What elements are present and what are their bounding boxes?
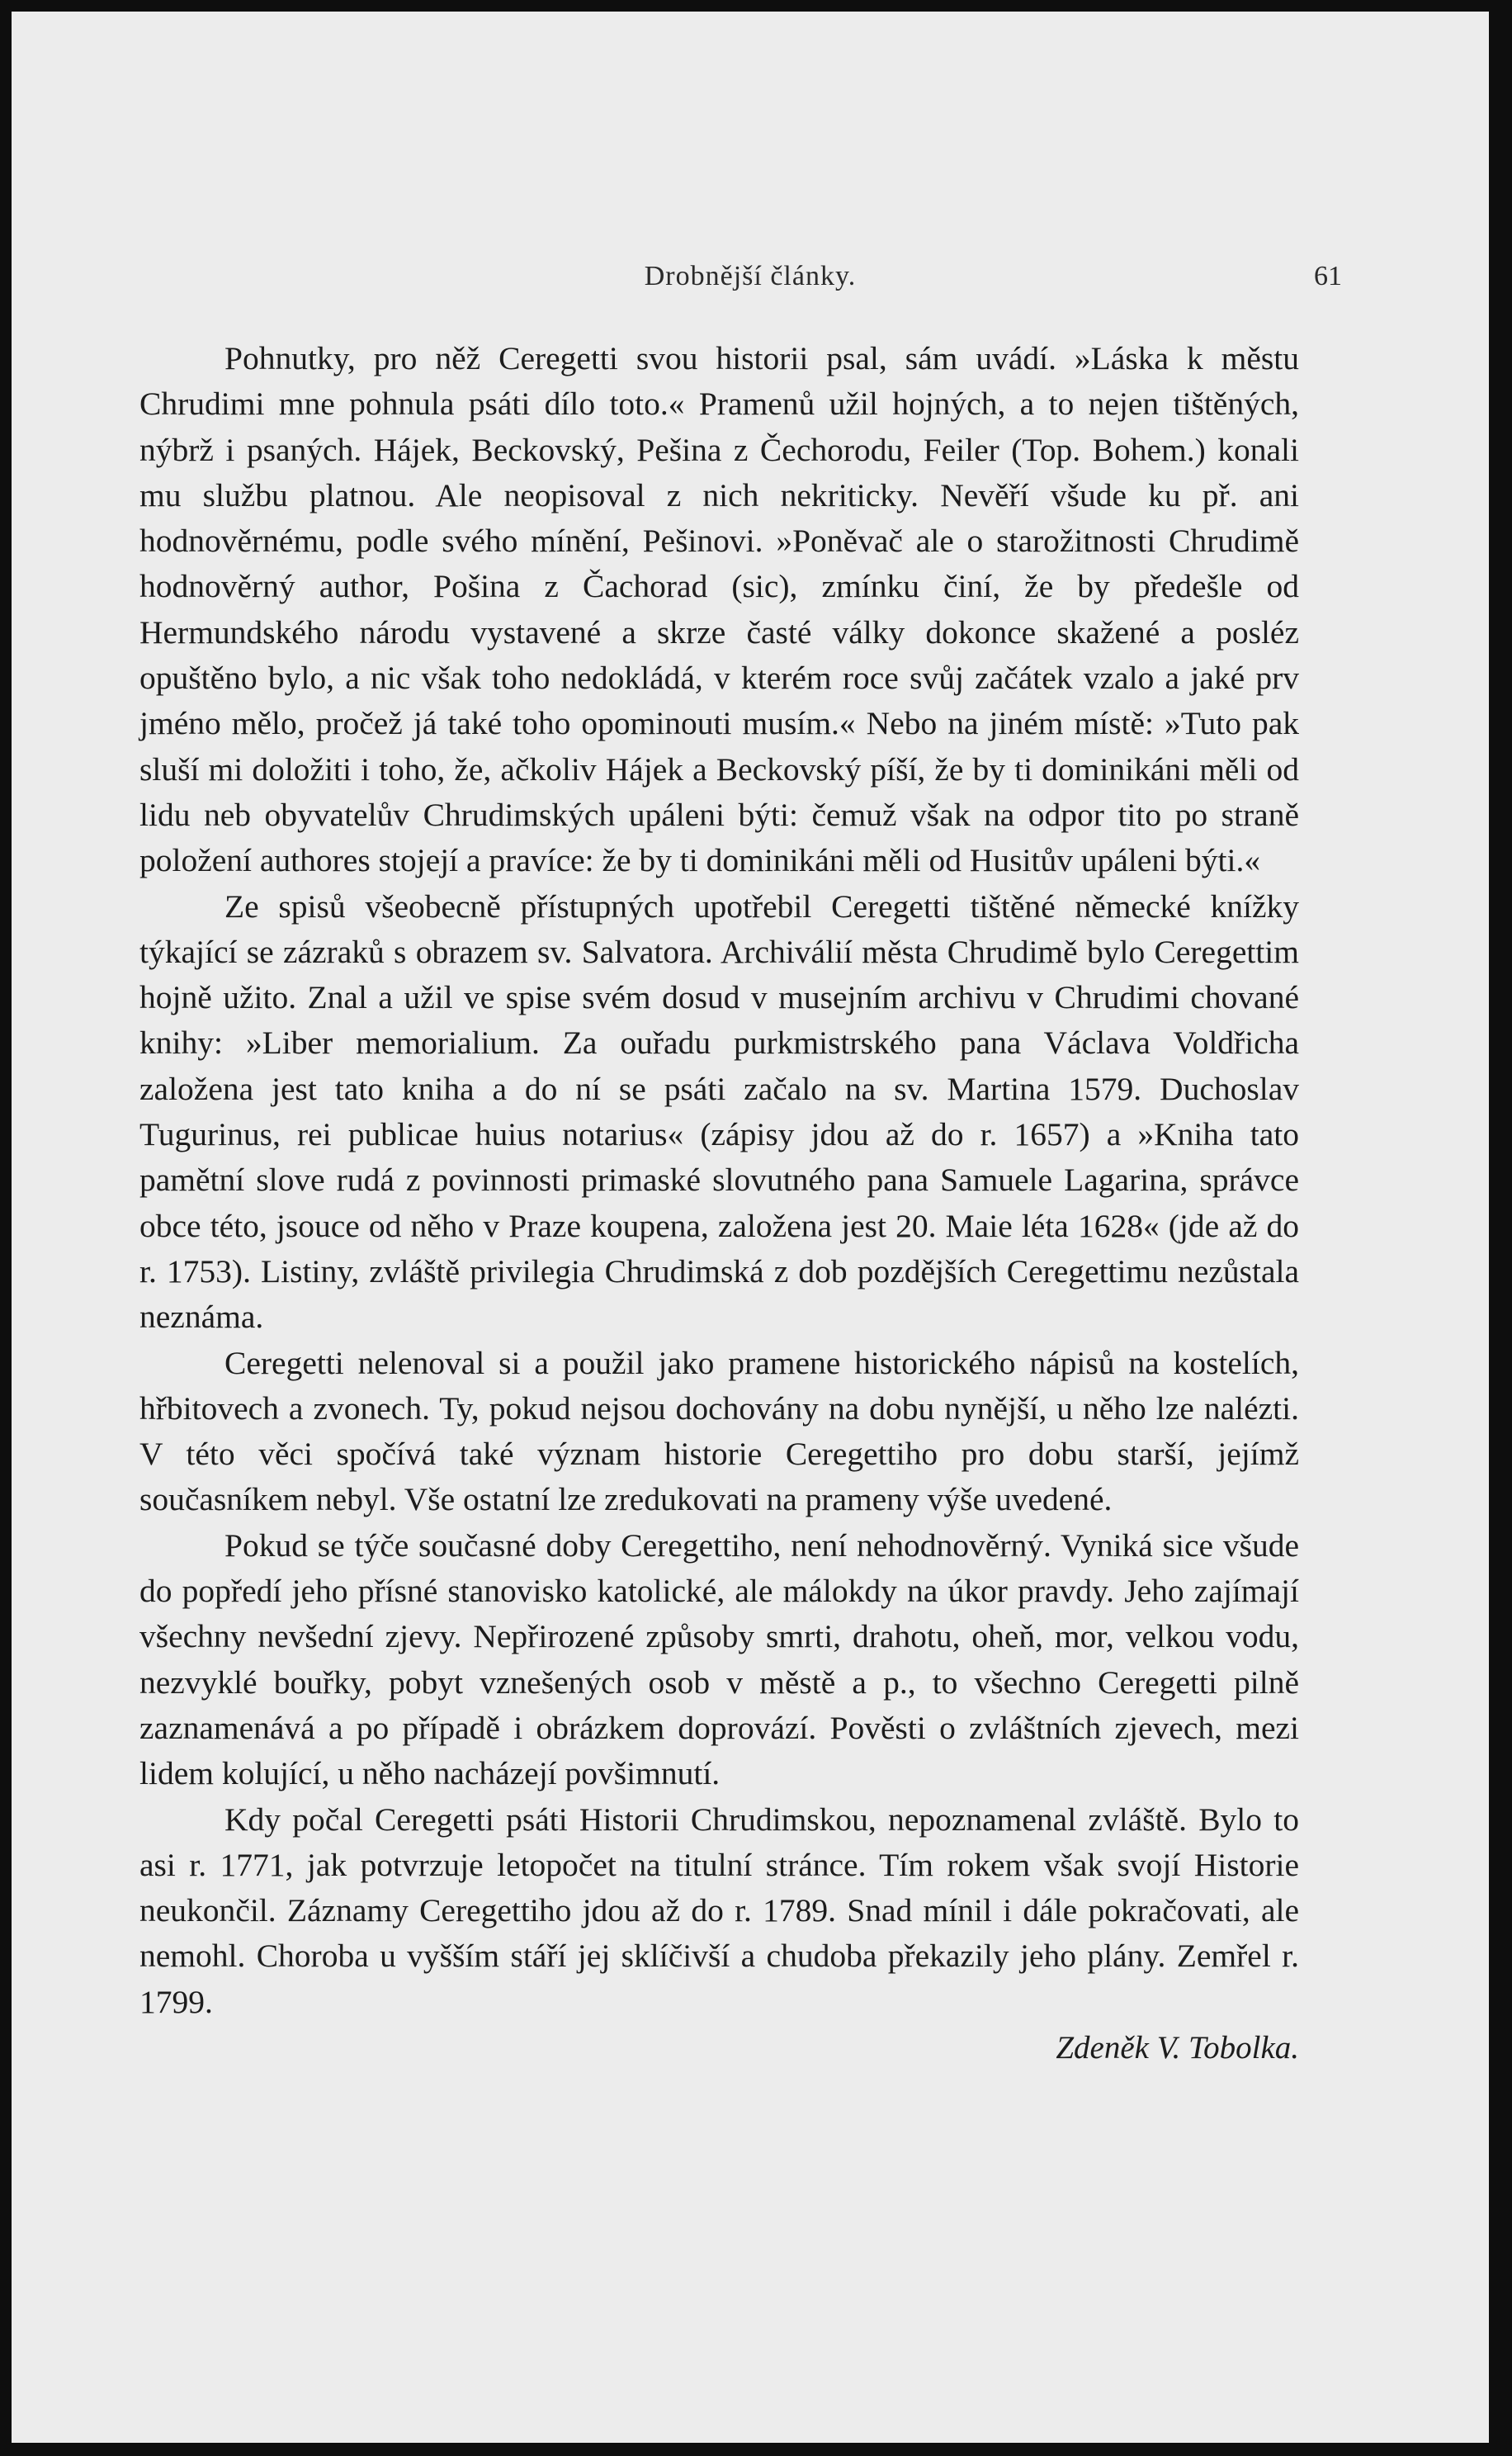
paragraph-5: Kdy počal Ceregetti psáti Historii Chrudimskou, nepoznamenal zvláště. Bylo to asi r. 1771, jak potvrzuje letopočet na titulní stránce. Tím rokem však svojí Historie neukončil. Záznamy Ceregettiho jdou až do r. 1789. Snad mínil i dále pokračovati, ale nemohl. Choroba u vyšším stáří jej sklíčivší a chudoba překazily jeho plány. Zemřel r. 1799.	[139, 1801, 1299, 2020]
paragraph-4: Pokud se týče současné doby Ceregettiho, není nehodnověrný. Vyniká sice všude do popředí jeho přísné stanovisko katolické, ale málokdy na úkor pravdy. Jeho zajímají všechny nevšední zjevy. Nepřirozené způsoby smrti, drahotu, oheň, mor, velkou vodu, nezvyklé bouřky, pobyt vznešených osob v městě a p., to všechno Ceregetti pilně zaznamenává a po případě i obrázkem doprovází. Pověsti o zvláštních zjevech, mezi lidem kolující, u něho nacházejí povšimnutí.	[139, 1526, 1299, 1792]
running-title: Drobnější články.	[644, 261, 857, 291]
article-body	[139, 336, 1299, 2070]
page-header	[12, 261, 1489, 302]
paragraph-2: Ze spisů všeobecně přístupných upotřebil Ceregetti tištěné německé knížky týkající se zázraků s obrazem sv. Salvatora. Archiválií města Chrudimě bylo Ceregettim hojně užito. Znal a užil ve spise svém dosud v musejním archivu v Chrudimi chované knihy: »Liber memorialium. Za ouřadu purkmistrského pana Václava Voldřicha založena jest tato kniha a do ní se psáti začalo na sv. Martina 1579. Duchoslav Tugurinus, rei publicae huius notarius« (zápisy jdou až do r. 1657) a »Kniha tato pamětní slove rudá z povinnosti primaské slovutného pana Samuele Lagarina, správce obce této, jsouce od něho v Praze koupena, založena jest 20. Maie léta 1628« (jde až do r. 1753). Listiny, zvláště privilegia Chrudimská z dob pozdějších Ceregettimu nezůstala neznáma.	[139, 887, 1299, 1336]
page-number: 61	[1314, 261, 1342, 291]
paragraph-3: Ceregetti nelenoval si a použil jako pramene historického nápisů na kostelích, hřbitovech a zvonech. Ty, pokud nejsou dochovány na dobu nynější, u něho lze nalézti. V této věci spočívá také význam historie Ceregettiho pro dobu starší, jejímž současníkem nebyl. Vše ostatní lze zredukovati na prameny výše uvedené.	[139, 1344, 1299, 1518]
paragraph-1: Pohnutky, pro něž Ceregetti svou historii psal, sám uvádí. »Láska k městu Chrudimi mne pohnula psáti dílo toto.« Pramenů užil hojných, a to nejen tištěných, nýbrž i psaných. Hájek, Beckovský, Pešina z Čechorodu, Feiler (Top. Bohem.) konali mu službu platnou. Ale neopisoval z nich nekriticky. Nevěří všude ku př. ani hodnověrnému, podle svého mínění, Pešinovi. »Poněvač ale o starožitnosti Chrudimě hodnověrný author, Pošina z Čachorad (sic), zmínku činí, že by předešle od Hermundského národu vystavené a skrze časté války dokonce skažené a posléz opuštěno bylo, a nic však toho nedokládá, v kterém roce svůj začátek vzalo a jaké prv jméno mělo, pročež já také toho opominouti musím.« Nebo na jiném místě: »Tuto pak sluší mi doložiti i toho, že, ačkoliv Hájek a Beckovský píší, že by ti dominikáni měli od lidu neb obyvatelův Chrudimských upáleni býti: čemuž však na odpor tito po straně položení authores stojejí a pravíce: že by ti dominikáni měli od Husitův upáleni býti.«	[139, 340, 1299, 879]
author-signature: Zdeněk V. Tobolka.	[1056, 2029, 1299, 2066]
book-page	[12, 12, 1489, 2443]
